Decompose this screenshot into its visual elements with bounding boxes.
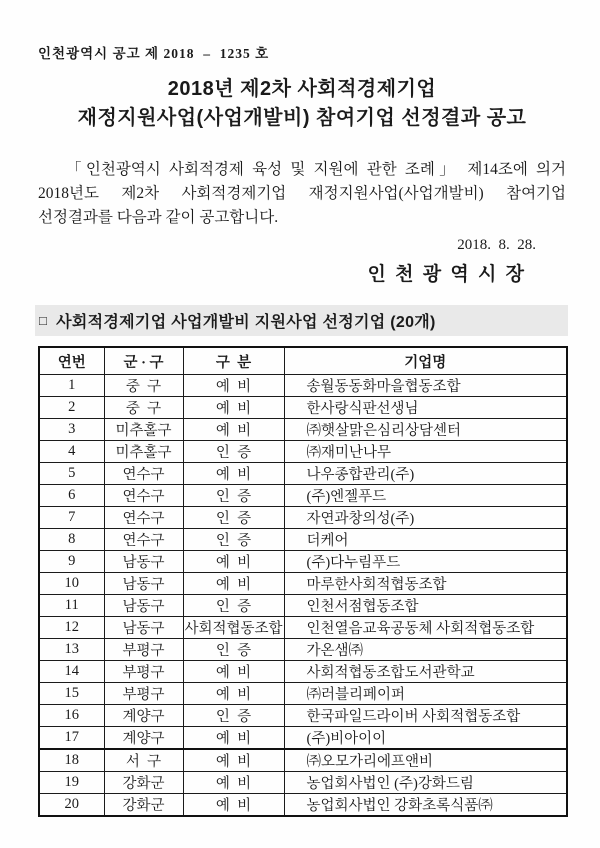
table-row bbox=[39, 529, 567, 551]
cell-company: ㈜재미난나무 bbox=[284, 441, 567, 463]
cell-district: 미추홀구 bbox=[104, 419, 183, 441]
cell-type: 예 비 bbox=[183, 794, 284, 817]
table-row bbox=[39, 595, 567, 617]
cell-no: 20 bbox=[39, 794, 104, 817]
cell-company: 사회적협동조합도서관학교 bbox=[284, 661, 567, 683]
cell-type: 예 비 bbox=[183, 419, 284, 441]
cell-no: 1 bbox=[39, 375, 104, 397]
cell-company: ㈜오모가리에프앤비 bbox=[284, 749, 567, 772]
cell-type: 사회적협동조합 bbox=[183, 617, 284, 639]
col-header-company: 기업명 bbox=[284, 347, 567, 375]
cell-no: 3 bbox=[39, 419, 104, 441]
cell-no: 16 bbox=[39, 705, 104, 727]
cell-type: 예 비 bbox=[183, 551, 284, 573]
cell-type: 예 비 bbox=[183, 749, 284, 772]
body-paragraph bbox=[38, 158, 566, 230]
cell-no: 4 bbox=[39, 441, 104, 463]
cell-district: 미추홀구 bbox=[104, 441, 183, 463]
section-title: 사회적경제기업 사업개발비 지원사업 선정기업 (20개) bbox=[56, 314, 436, 331]
cell-no: 12 bbox=[39, 617, 104, 639]
body-line: 선정결과를 다음과 같이 공고합니다. bbox=[38, 209, 279, 226]
table-row bbox=[39, 507, 567, 529]
cell-district: 계양구 bbox=[104, 705, 183, 727]
table-row bbox=[39, 441, 567, 463]
cell-no: 13 bbox=[39, 639, 104, 661]
cell-company: 자연과창의성(주) bbox=[284, 507, 567, 529]
cell-district: 중 구 bbox=[104, 375, 183, 397]
cell-type: 인 증 bbox=[183, 639, 284, 661]
cell-district: 중 구 bbox=[104, 397, 183, 419]
cell-district: 부평구 bbox=[104, 661, 183, 683]
cell-company: 가온샘㈜ bbox=[284, 639, 567, 661]
table-row bbox=[39, 749, 567, 772]
cell-district: 부평구 bbox=[104, 683, 183, 705]
cell-type: 인 증 bbox=[183, 705, 284, 727]
cell-type: 예 비 bbox=[183, 397, 284, 419]
table-row bbox=[39, 794, 567, 817]
cell-type: 인 증 bbox=[183, 529, 284, 551]
table-row bbox=[39, 727, 567, 750]
cell-district: 남동구 bbox=[104, 595, 183, 617]
col-header-no: 연번 bbox=[39, 347, 104, 375]
cell-district: 남동구 bbox=[104, 617, 183, 639]
cell-no: 15 bbox=[39, 683, 104, 705]
cell-company: ㈜햇살맑은심리상담센터 bbox=[284, 419, 567, 441]
cell-company: 농업회사법인 (주)강화드림 bbox=[284, 772, 567, 794]
table-row bbox=[39, 375, 567, 397]
page-title bbox=[38, 75, 566, 133]
cell-company: ㈜러블리페이퍼 bbox=[284, 683, 567, 705]
table-row bbox=[39, 419, 567, 441]
cell-district: 연수구 bbox=[104, 529, 183, 551]
cell-no: 9 bbox=[39, 551, 104, 573]
table-row bbox=[39, 772, 567, 794]
cell-company: 한사랑식판선생님 bbox=[284, 397, 567, 419]
cell-district: 계양구 bbox=[104, 727, 183, 750]
cell-company: 송월동동화마을협동조합 bbox=[284, 375, 567, 397]
table-row bbox=[39, 573, 567, 595]
square-bullet-icon: □ bbox=[39, 313, 48, 328]
signer-title: 인 천 광 역 시 장 bbox=[367, 264, 526, 285]
cell-company: 인천열음교육공동체 사회적협동조합 bbox=[284, 617, 567, 639]
cell-company: (주)비아이이 bbox=[284, 727, 567, 750]
announcement-date: 2018. 8. 28. bbox=[457, 237, 536, 253]
cell-district: 부평구 bbox=[104, 639, 183, 661]
cell-no: 2 bbox=[39, 397, 104, 419]
cell-no: 10 bbox=[39, 573, 104, 595]
table-row bbox=[39, 463, 567, 485]
cell-type: 예 비 bbox=[183, 772, 284, 794]
cell-no: 17 bbox=[39, 727, 104, 750]
table-row bbox=[39, 485, 567, 507]
cell-company: 인천서점협동조합 bbox=[284, 595, 567, 617]
cell-no: 6 bbox=[39, 485, 104, 507]
cell-type: 인 증 bbox=[183, 595, 284, 617]
cell-type: 예 비 bbox=[183, 661, 284, 683]
cell-company: 한국파일드라이버 사회적협동조합 bbox=[284, 705, 567, 727]
cell-company: 나우종합관리(주) bbox=[284, 463, 567, 485]
table-row bbox=[39, 639, 567, 661]
cell-district: 연수구 bbox=[104, 485, 183, 507]
cell-type: 인 증 bbox=[183, 485, 284, 507]
table-row bbox=[39, 397, 567, 419]
col-header-district: 군 · 구 bbox=[104, 347, 183, 375]
cell-type: 예 비 bbox=[183, 727, 284, 750]
body-line: 2018년도 제2차 사회적경제기업 재정지원사업(사업개발비) 참여기업 bbox=[38, 185, 566, 202]
cell-type: 인 증 bbox=[183, 507, 284, 529]
table-row bbox=[39, 661, 567, 683]
cell-company: 더케어 bbox=[284, 529, 567, 551]
cell-type: 인 증 bbox=[183, 441, 284, 463]
cell-district: 강화군 bbox=[104, 794, 183, 817]
doc-number: 인천광역시 공고 제 2018 – 1235 호 bbox=[38, 46, 270, 61]
table-row bbox=[39, 683, 567, 705]
cell-district: 연수구 bbox=[104, 507, 183, 529]
cell-district: 강화군 bbox=[104, 772, 183, 794]
selection-table bbox=[38, 346, 568, 817]
cell-company: (주)엔젤푸드 bbox=[284, 485, 567, 507]
page-title-line-1: 2018년 제2차 사회적경제기업 bbox=[167, 78, 437, 100]
body-line: 「인천광역시 사회적경제 육성 및 지원에 관한 조례」 제14조에 의거 bbox=[66, 161, 566, 178]
table-row bbox=[39, 705, 567, 727]
cell-district: 남동구 bbox=[104, 551, 183, 573]
cell-company: (주)다누림푸드 bbox=[284, 551, 567, 573]
cell-no: 11 bbox=[39, 595, 104, 617]
cell-company: 마루한사회적협동조합 bbox=[284, 573, 567, 595]
cell-type: 예 비 bbox=[183, 683, 284, 705]
cell-district: 남동구 bbox=[104, 573, 183, 595]
cell-type: 예 비 bbox=[183, 375, 284, 397]
cell-district: 서 구 bbox=[104, 749, 183, 772]
cell-no: 18 bbox=[39, 749, 104, 772]
col-header-type: 구 분 bbox=[183, 347, 284, 375]
cell-no: 14 bbox=[39, 661, 104, 683]
cell-company: 농업회사법인 강화초록식품㈜ bbox=[284, 794, 567, 817]
table-row bbox=[39, 551, 567, 573]
cell-no: 7 bbox=[39, 507, 104, 529]
table-header-row bbox=[39, 347, 567, 375]
cell-type: 예 비 bbox=[183, 573, 284, 595]
cell-no: 5 bbox=[39, 463, 104, 485]
page-title-line-2: 재정지원사업(사업개발비) 참여기업 선정결과 공고 bbox=[77, 107, 527, 129]
cell-no: 19 bbox=[39, 772, 104, 794]
table-row bbox=[39, 617, 567, 639]
cell-district: 연수구 bbox=[104, 463, 183, 485]
table-body bbox=[39, 375, 567, 817]
cell-type: 예 비 bbox=[183, 463, 284, 485]
cell-no: 8 bbox=[39, 529, 104, 551]
section-header bbox=[35, 305, 568, 336]
